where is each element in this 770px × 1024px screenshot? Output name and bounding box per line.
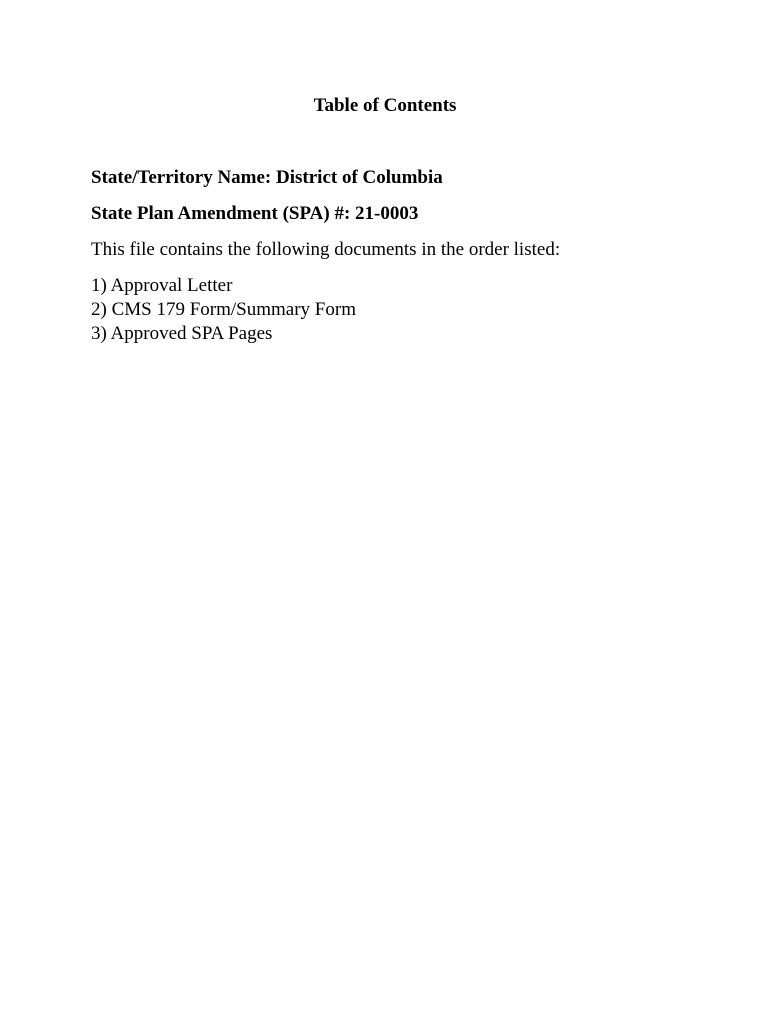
intro-text: This file contains the following documents in the order listed: <box>91 239 561 260</box>
page-title: Table of Contents <box>313 95 457 116</box>
list-item-approved-spa-pages: 3) Approved SPA Pages <box>91 323 273 344</box>
list-item-approval-letter: 1) Approval Letter <box>91 275 233 296</box>
document-list <box>91 274 356 346</box>
list-item-cms-179-form: 2) CMS 179 Form/Summary Form <box>91 299 356 320</box>
spa-number: State Plan Amendment (SPA) #: 21-0003 <box>91 203 419 224</box>
state-territory-name: State/Territory Name: District of Columbia <box>91 167 443 188</box>
